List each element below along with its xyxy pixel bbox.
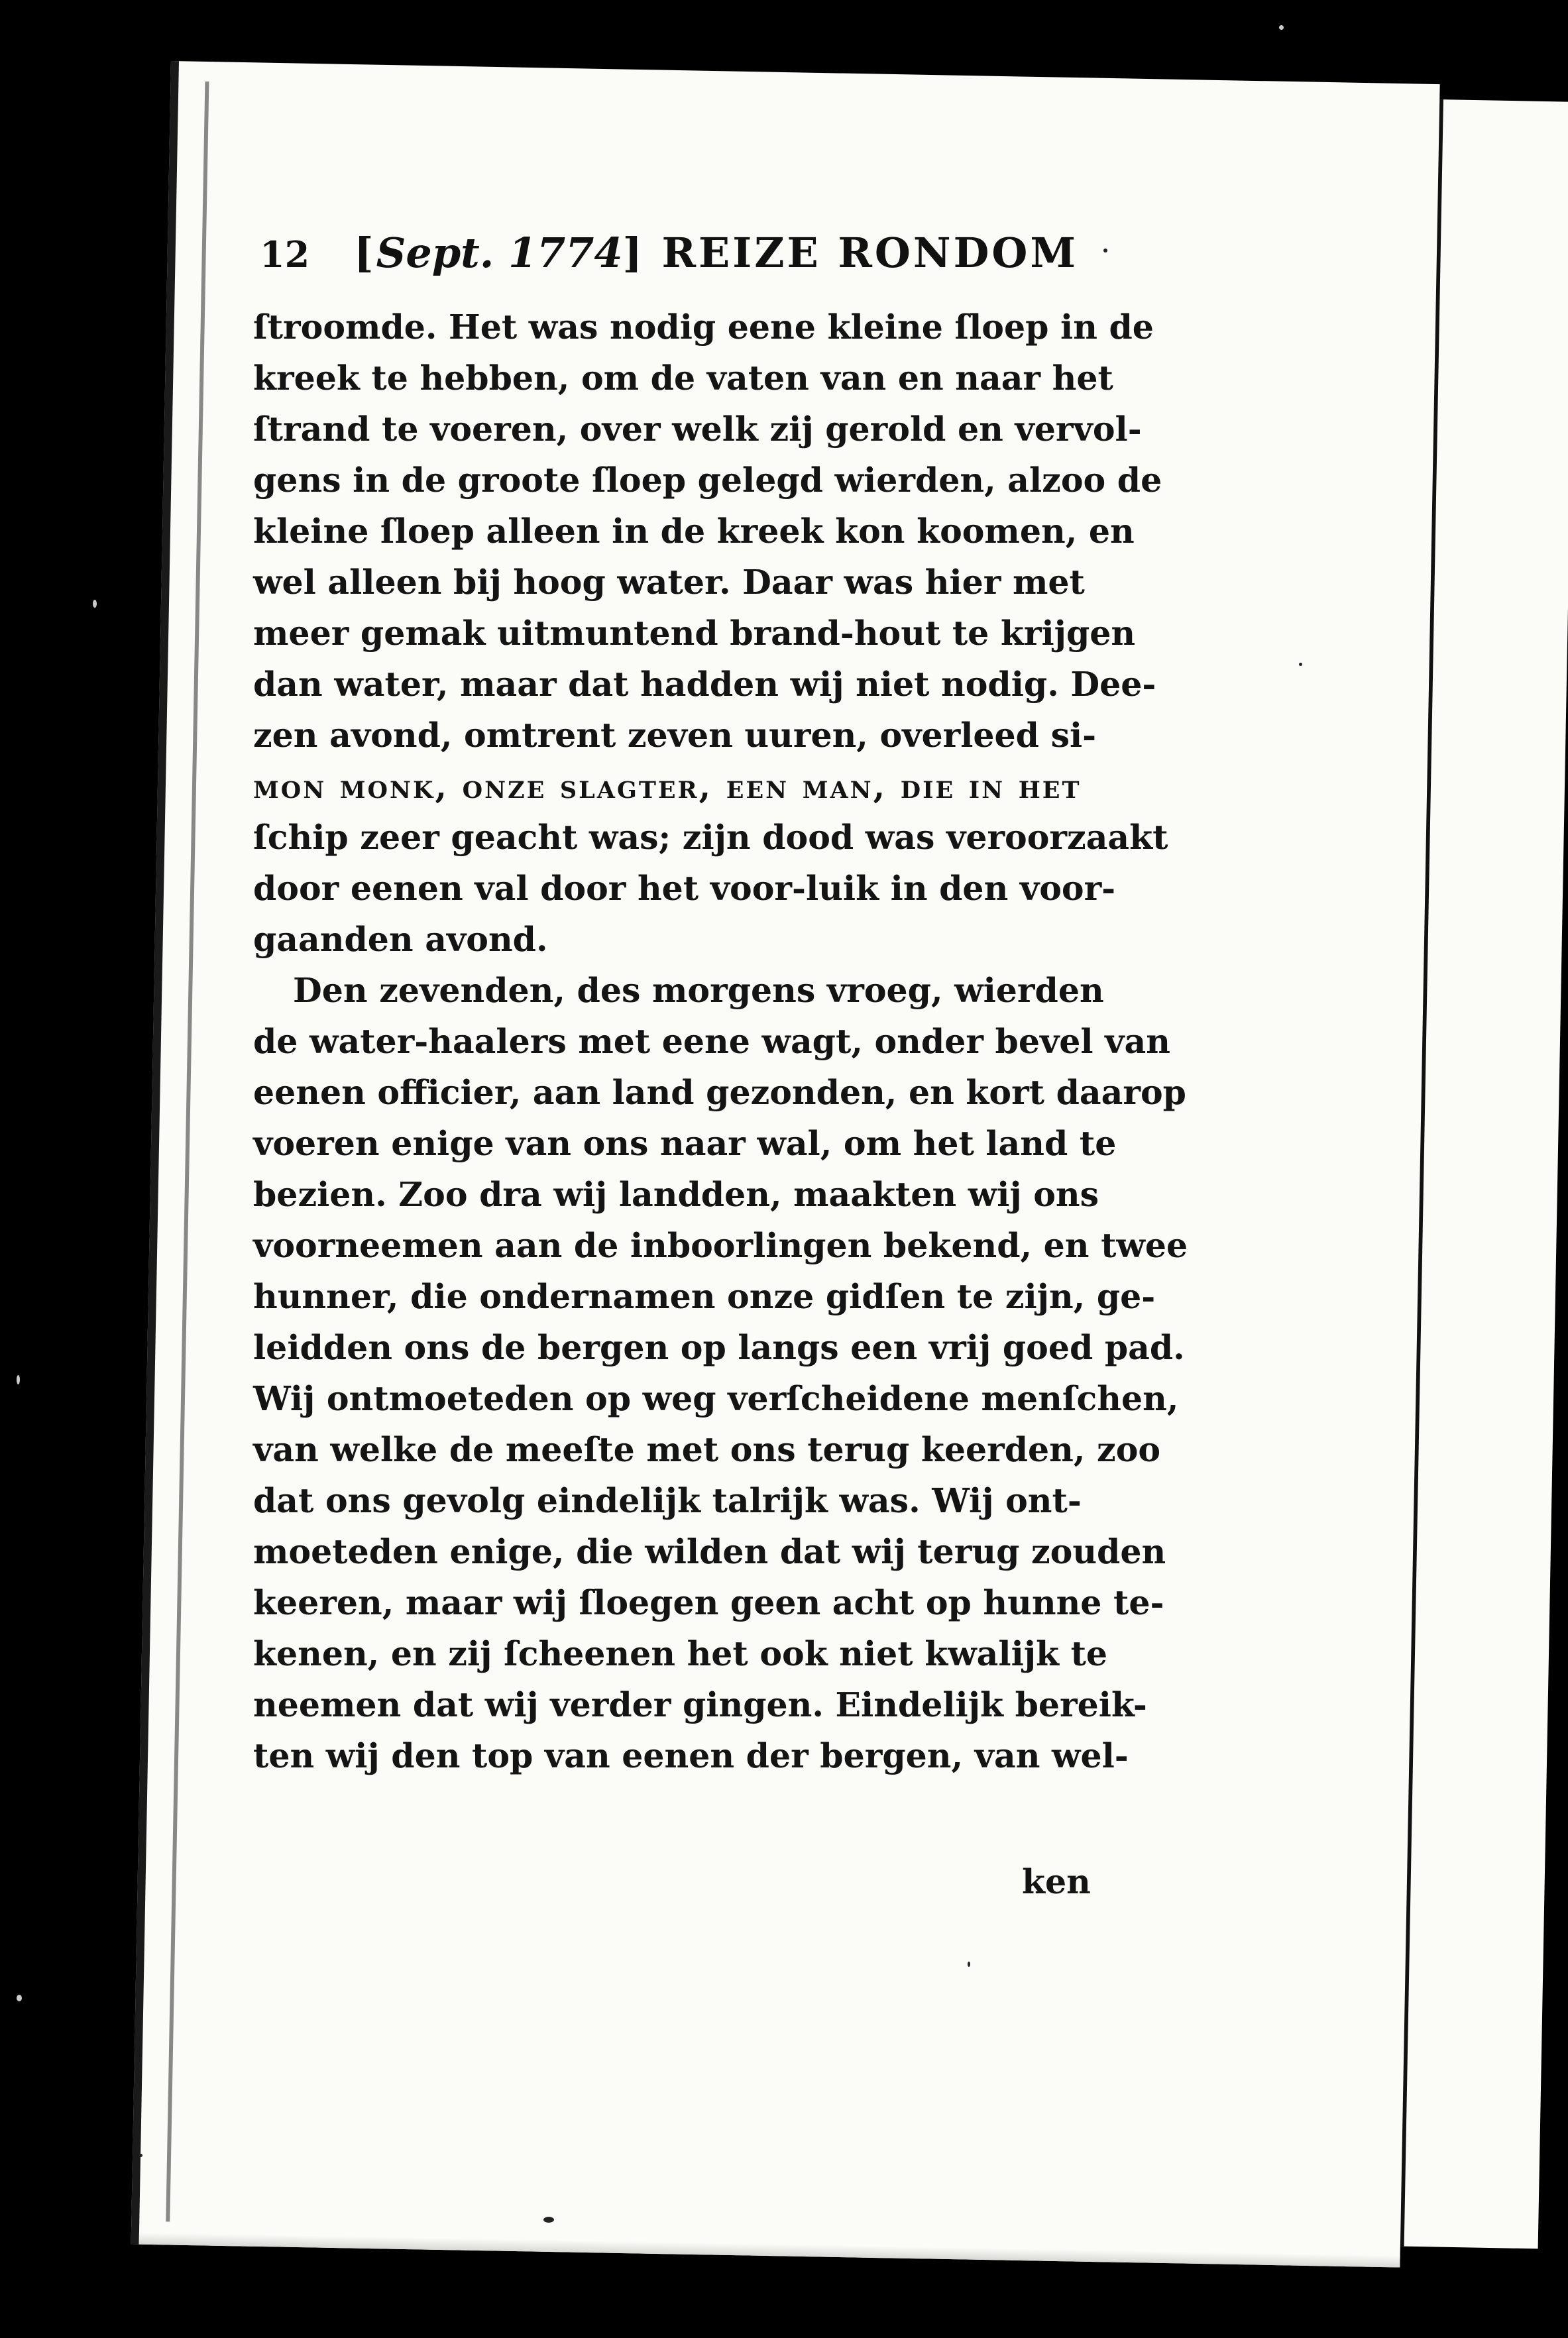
text-line: keeren, maar wij ſloegen geen acht op hunne te-	[253, 1583, 1164, 1622]
running-head-close-bracket: ]	[622, 229, 645, 277]
text-line: mon monk, onze ſlagter, een man, die in het	[253, 767, 1082, 806]
text-line: moeteden enige, die wilden dat wij terug zouden	[253, 1532, 1166, 1571]
ink-speck	[543, 2217, 554, 2223]
scan-speck	[17, 1995, 22, 2001]
text-line: gens in de groote ſloep gelegd wierden, alzoo de	[253, 461, 1162, 500]
body-text	[253, 302, 1188, 1781]
text-line: van welke de meeſte met ons terug keerden, zoo	[253, 1430, 1161, 1469]
text-line: door eenen val door het voor-luik in den voor-	[253, 869, 1116, 908]
running-head	[354, 229, 1078, 277]
text-line: ten wij den top van eenen der bergen, van wel-	[253, 1736, 1129, 1775]
text-line: voeren enige van ons naar wal, om het land te	[253, 1124, 1117, 1163]
running-head-date: Sept. 1774	[376, 229, 623, 277]
text-line: eenen officier, aan land gezonden, en kort daarop	[253, 1073, 1186, 1112]
text-line: kenen, en zij ſcheenen het ook niet kwalijk te	[253, 1634, 1108, 1673]
ink-speck	[1103, 249, 1107, 252]
text-line: bezien. Zoo dra wij landden, maakten wij ons	[253, 1175, 1099, 1214]
text-line: meer gemak uitmuntend brand-hout te krijgen	[253, 614, 1136, 653]
paragraph-1	[253, 302, 1168, 965]
text-line: ſchip zeer geacht was; zijn dood was veroorzaakt	[253, 818, 1168, 857]
page-number: 12	[260, 233, 310, 276]
text-line: ſtroomde. Het was nodig eene kleine ſloep in de	[253, 307, 1154, 347]
text-line: voorneemen aan de inboorlingen bekend, en twee	[253, 1226, 1188, 1265]
page-bottom-edge	[139, 2233, 1400, 2268]
text-line: de water-haalers met eene wagt, onder bevel van	[253, 1022, 1170, 1061]
running-head-open-bracket: [	[354, 229, 376, 277]
text-line: dan water, maar dat hadden wij niet nodig. Dee-	[253, 665, 1156, 704]
text-line: kreek te hebben, om de vaten van en naar het	[253, 359, 1113, 398]
page-gutter-shadow	[166, 82, 209, 2222]
ink-speck	[968, 1962, 970, 1967]
text-line: gaanden avond.	[253, 920, 548, 959]
text-line: dat ons gevolg eindelijk talrijk was. Wij ont-	[253, 1481, 1082, 1520]
ink-speck	[1299, 663, 1302, 666]
text-line: ſtrand te voeren, over welk zij gerold en vervol-	[253, 410, 1142, 449]
text-line: leidden ons de bergen op langs een vrij goed pad.	[253, 1328, 1185, 1367]
text-line: kleine ſloep alleen in de kreek kon koomen, en	[253, 512, 1135, 551]
text-line: zen avond, omtrent zeven uuren, overleed si-	[253, 716, 1097, 755]
text-line: neemen dat wij verder gingen. Eindelijk bereik-	[253, 1685, 1147, 1724]
running-head-title: REIZE RONDOM	[661, 229, 1078, 277]
text-line: wel alleen bij hoog water. Daar was hier met	[253, 563, 1085, 602]
page-header	[260, 229, 1188, 277]
scan-speck	[93, 600, 97, 608]
scan-speck	[1279, 25, 1284, 30]
text-line: Den zevenden, des morgens vroeg, wierden	[293, 971, 1104, 1010]
catchword: ken	[1022, 1862, 1091, 1901]
ink-speck	[139, 2154, 142, 2157]
text-line: Wij ontmoeteden op weg verſcheidene menſchen,	[253, 1379, 1179, 1418]
scan-speck	[17, 1375, 20, 1384]
paragraph-2	[253, 965, 1188, 1781]
text-line: hunner, die ondernamen onze gidſen te zijn, ge-	[253, 1277, 1156, 1316]
